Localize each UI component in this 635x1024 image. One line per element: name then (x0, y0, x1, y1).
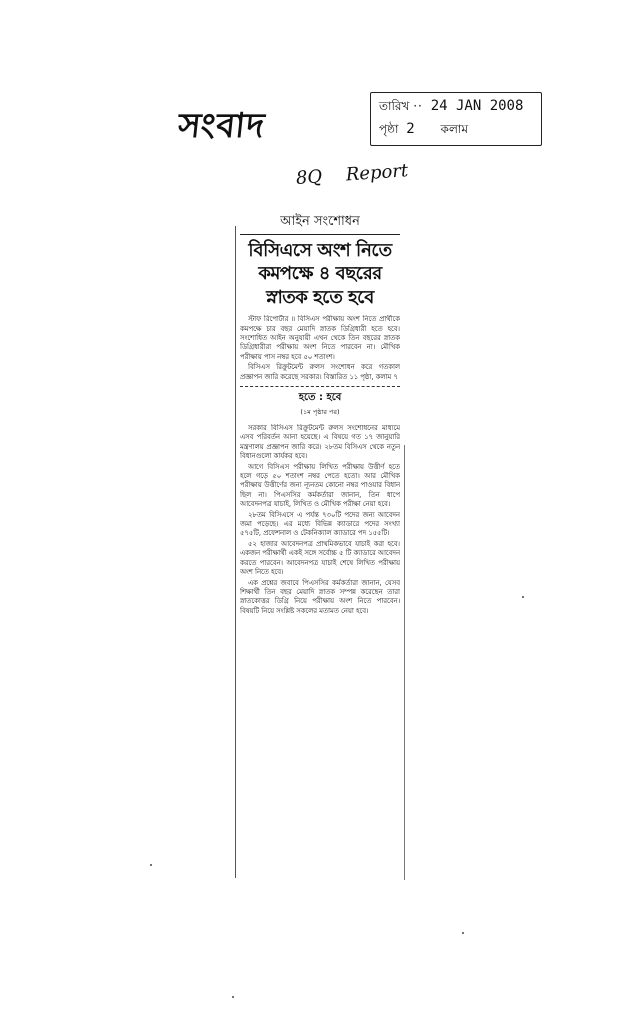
headline-line-2: কমপক্ষে ৪ বছরের (258, 263, 382, 285)
stamp-page-row (379, 121, 472, 141)
stamp-column-label: কলাম (440, 122, 469, 136)
scan-speck (522, 596, 524, 598)
handnote-left: 8Q (295, 166, 323, 189)
article-headline (240, 239, 400, 309)
handnote-right: Report (345, 160, 409, 186)
date-stamp (370, 92, 542, 146)
stamp-page-value: 2 (406, 121, 415, 137)
continuation-paragraph: ৫২ হাজার আবেদনপত্র প্রাথমিকভাবে যাচাই করা হবে। একজন পরীক্ষার্থী একই সঙ্গে সর্বোচ্চ ৫ টি ক্যাডারে আবেদন করতে পারবেন। আবেদনপত্র যাচাই শেষে লিখিত পরীক্ষায় অংশ নিতে হবে। (240, 539, 400, 577)
headline-line-3: স্নাতক হতে হবে (266, 286, 374, 308)
continuation-body (240, 424, 400, 617)
continuation-paragraph: এক প্রশ্নের জবাবে পিএসসির কর্মকর্তারা জানান, যেসব শিক্ষার্থী তিন বছর মেয়াদি স্নাতক সম্পন্ন করেছেন তারা স্নাতকোত্তর ডিগ্রি নিয়ে পরীক্ষায় অংশ নিতে পারবেন। বিষয়টি নিয়ে সংশ্লিষ্ট সকলের মতামত নেয়া হবে। (240, 578, 400, 615)
stamp-date-label: তারিখ (379, 99, 410, 113)
continuation-subtitle: (১ম পৃষ্ঠার পর) (300, 408, 340, 417)
continuation-paragraph: আগে বিসিএস পরীক্ষায় লিখিত পরীক্ষায় উত্তীর্ণ হতে হলে গড়ে ৫০ শতাংশ নম্বর পেতে হতো। আর মৌখিক পরীক্ষায় উত্তীর্ণের জন্য ন্যূনতম কোনো নম্বর পাওয়ার বিধান ছিল না। পিএসসির কর্মকর্তারা জানান, তিন ধাপে আবেদনপত্র যাচাই, লিখিত ও মৌখিক পরীক্ষা নেয়া হবে। (240, 462, 400, 509)
scan-speck (150, 864, 152, 866)
clip-right-edge (404, 445, 405, 880)
continuation-paragraph: ২৮তম বিসিএসে এ পর্যন্ত ৭৩০টি পদের জন্য আবেদন জমা পড়েছে। এর মধ্যে বিভিন্ন ক্যাডারে পদের সংখ্যা ৫৭৫টি, প্রফেশনাল ও টেকনিক্যাল ক্যাডারে পদ ১৫৫টি। (240, 510, 400, 538)
clip-left-edge (235, 226, 236, 878)
scan-speck (232, 996, 234, 998)
body-paragraph: স্টাফ রিপোর্টার ॥ বিসিএস পরীক্ষায় অংশ নিতে প্রার্থীকে কমপক্ষে চার বছর মেয়াদি স্নাতক ডিগ্রিধারী হতে হবে। সংশোধিত আইন অনুযায়ী এখন থেকে তিন বছরের স্নাতক ডিগ্রিধারীরা পরীক্ষায় অংশ নিতে পারবেন না। মৌখিক পরীক্ষায় পাস নম্বর হবে ৫০ শতাংশ। (240, 315, 400, 361)
article-body (240, 315, 400, 383)
continuation-divider (240, 386, 400, 387)
newspaper-masthead: সংবাদ (176, 106, 268, 146)
continuation-title: হতে : হবে (298, 392, 342, 404)
headline-line-1: বিসিএসে অংশ নিতে (248, 240, 392, 261)
scan-speck (462, 932, 464, 934)
stamp-page-label: পৃষ্ঠা (379, 122, 399, 136)
body-paragraph: বিসিএস রিক্রুটমেন্ট রুলস সংশোধন করে গতকাল প্রজ্ঞাপন জারি করেছে সরকার। বিস্তারিত ১১ পৃষ্ঠা, কলাম ৭ (240, 363, 400, 381)
article-kicker: আইন সংশোধন (240, 212, 400, 235)
news-clipping (240, 212, 400, 617)
stamp-date-value: 24 JAN 2008 (430, 98, 524, 114)
stamp-date-row (379, 98, 523, 118)
stamp-dots: ·· (413, 99, 423, 113)
handwritten-note (295, 159, 427, 189)
continuation-paragraph: সরকার বিসিএস রিক্রুটমেন্ট রুলস সংশোধনের মাধ্যমে এসব পরিবর্তন আনা হয়েছে। এ বিষয়ে গত ১৭ জানুয়ারি মন্ত্রণালয় প্রজ্ঞাপন জারি করে। ২৮তম বিসিএস থেকে নতুন বিধানগুলো কার্যকর হবে। (240, 424, 400, 461)
